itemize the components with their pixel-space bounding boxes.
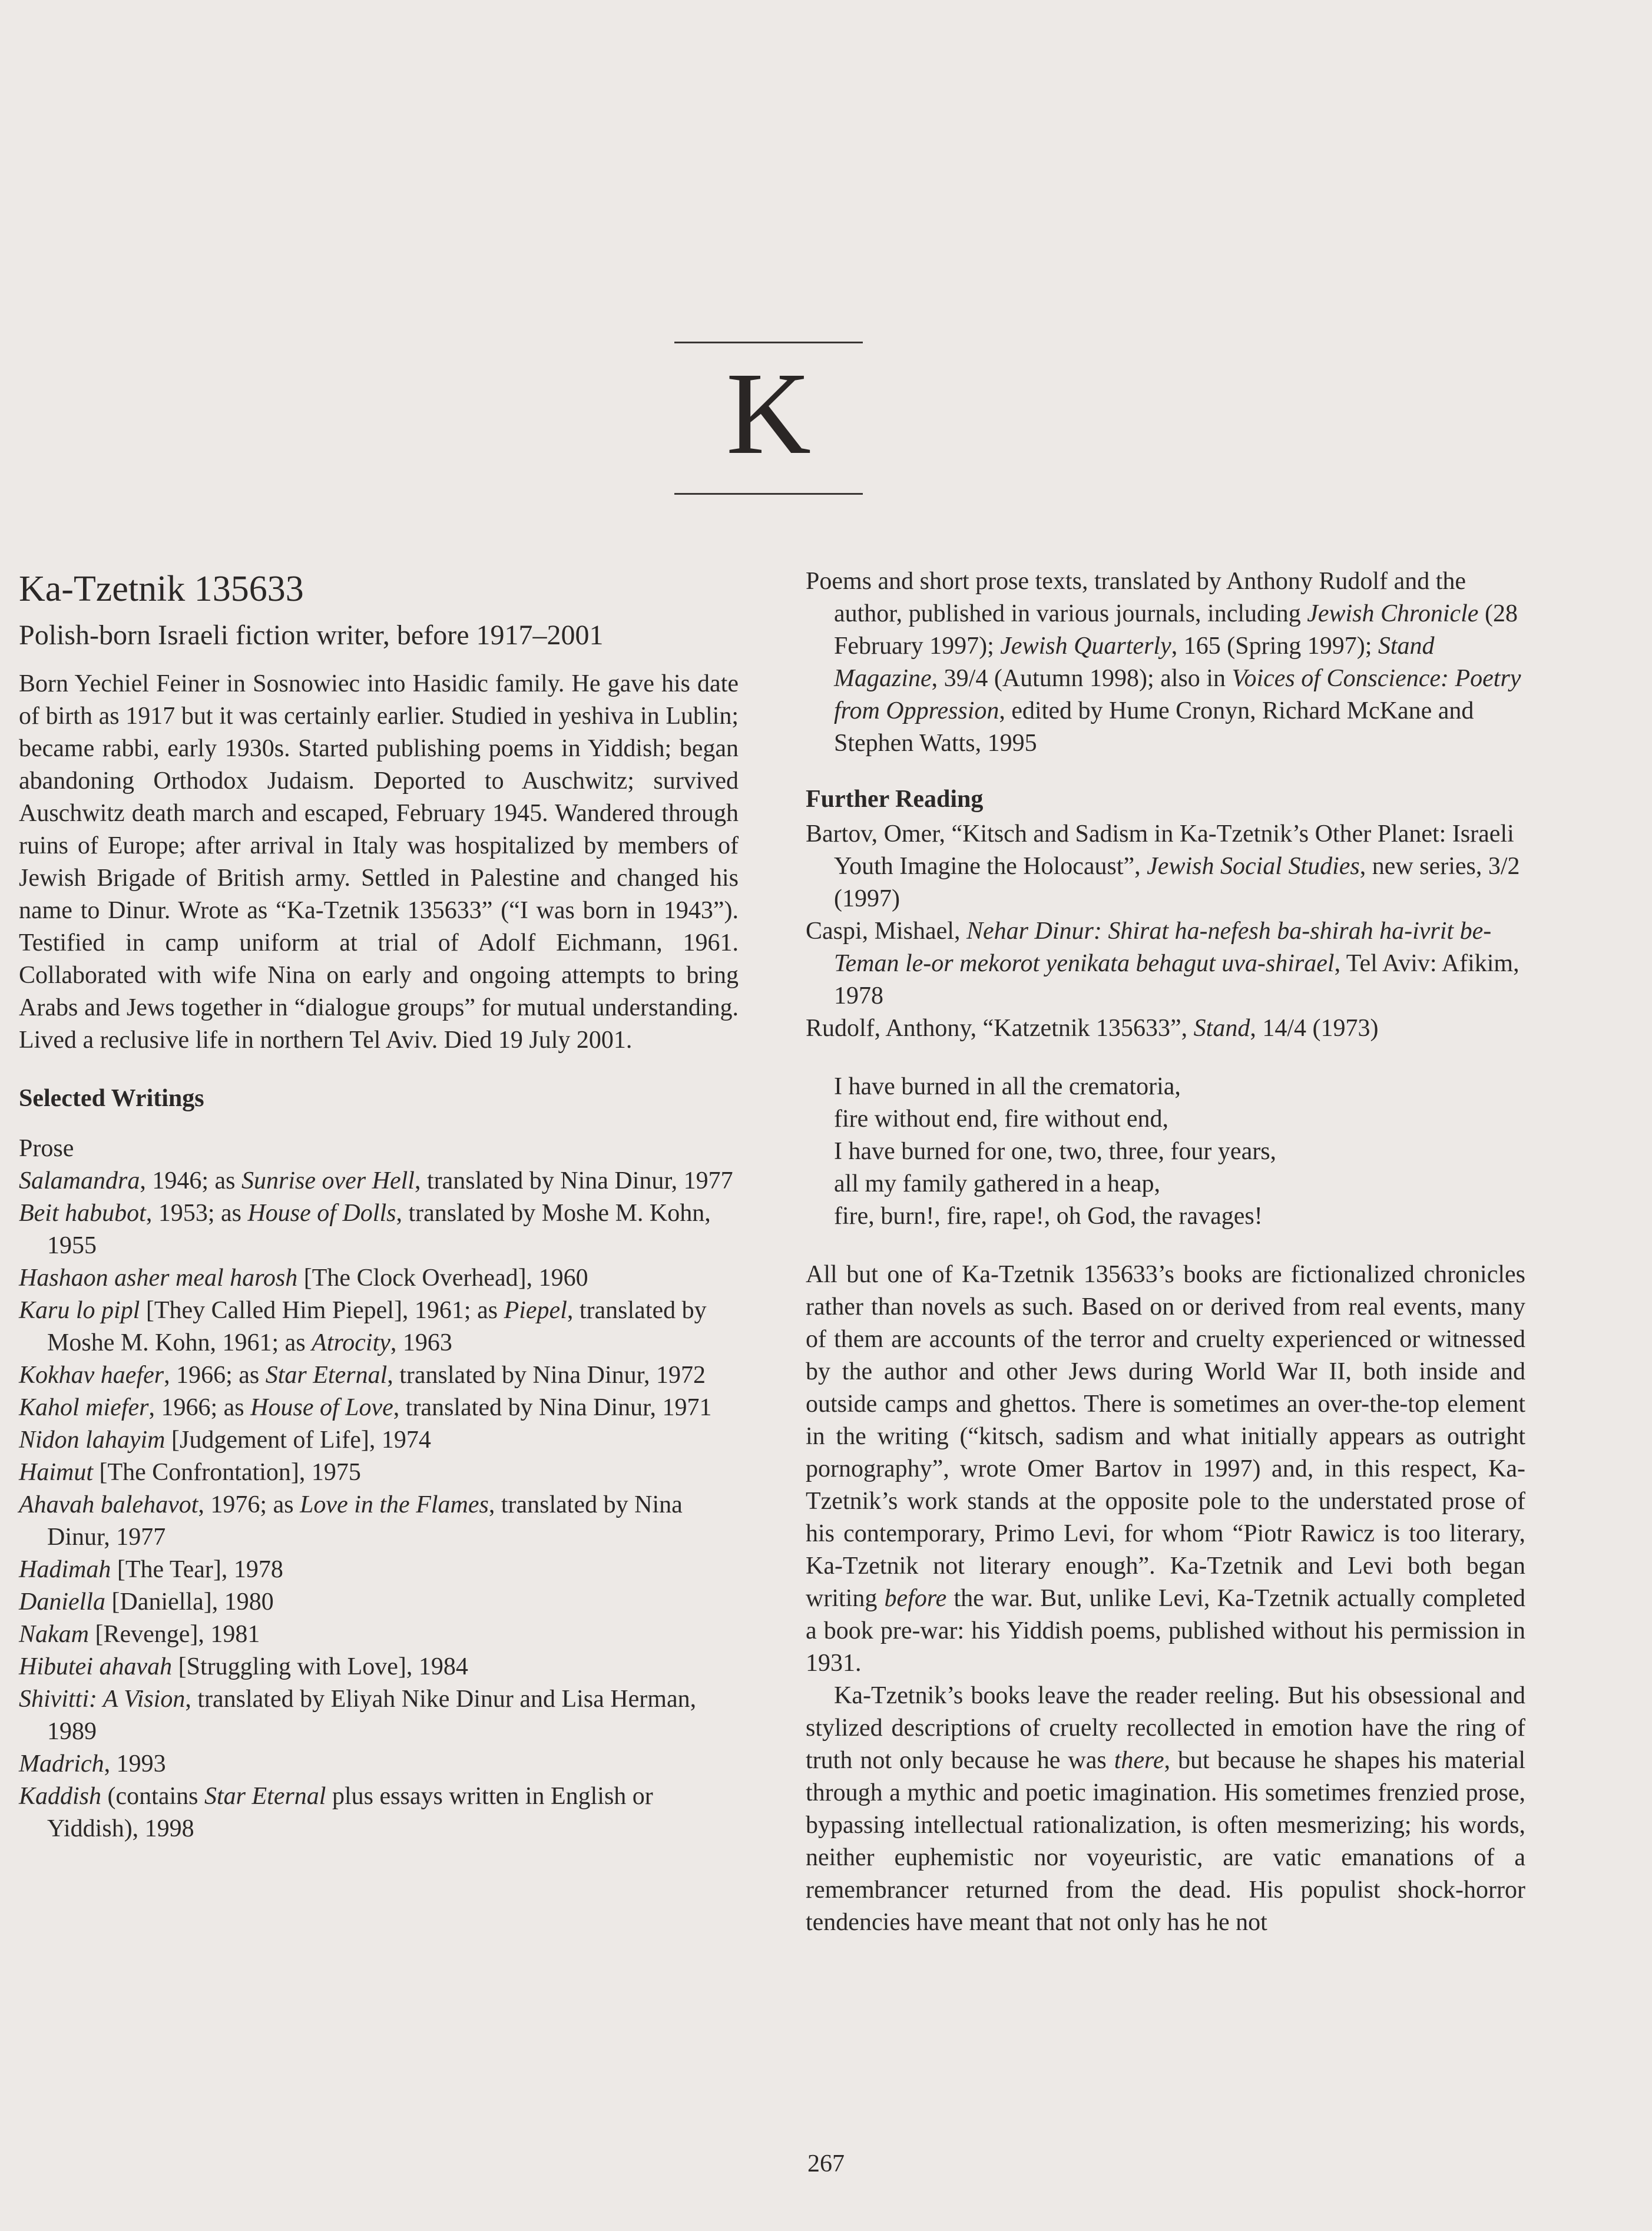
list-item: Hibutei ahavah [Struggling with Love], 1984 (19, 1653, 468, 1680)
essay-paragraph: All but one of Ka-Tzetnik 135633’s books are fictionalized chronicles rather than novels as such. Based on or derived from real events, many of them are accounts of the terror and cruelty experienced or witnessed by the author and other Jews during World War II, both inside and outside camps and ghettos. There is sometimes an over-the-top element in the writing (“kitsch, sadism and what initially appears as outright pornography”, wrote Omer Bartov in 1997) and, in this respect, Ka-Tzetnik’s work stands at the opposite pole to the understated prose of his contemporary, Primo Levi, for whom “Piotr Rawicz is too literary, Ka-Tzetnik not literary enough”. Ka-Tzetnik and Levi both began writing before the war. But, unlike Levi, Ka-Tzetnik actually completed a book pre-war: his Yiddish poems, published without his permission in 1931. (806, 1261, 1526, 1677)
list-item: Kokhav haefer, 1966; as Star Eternal, translated by Nina Dinur, 1972 (19, 1362, 706, 1389)
biography: Born Yechiel Feiner in Sosnowiec into Hasidic family. He gave his date of birth as 1917 but it was certainly earlier. Studied in yeshiva in Lublin; became rabbi, early 1930s. Started publishing poems in Yiddish; began abandoning Orthodox Judaism. Deported to Auschwitz; survived Auschwitz death march and escaped, February 1945. Wandered through ruins of Europe; after arrival in Italy was hospitalized by members of Jewish Brigade of British army. Settled in Palestine and changed his name to Dinur. Wrote as “Ka-Tzetnik 135633” (“I was born in 1943”). Testified in camp uniform at trial of Adolf Eichmann, 1961. Collaborated with wife Nina on early and ongoing attempts to bring Arabs and Jews together in “dialogue groups” for mutual understanding. Lived a reclusive life in northern Tel Aviv. Died 19 July 2001. (19, 670, 739, 1054)
list-item: Beit habubot, 1953; as House of Dolls, translated by Moshe M. Kohn, 1955 (19, 1200, 711, 1259)
list-item: Ahavah balehavot, 1976; as Love in the Flames, translated by Nina Dinur, 1977 (19, 1491, 683, 1551)
poem-line: fire, burn!, fire, rape!, oh God, the ravages! (834, 1203, 1263, 1230)
poems-note: Poems and short prose texts, translated by Anthony Rudolf and the author, published in various journals, including Jewish Chronicle (28 February 1997); Jewish Quarterly, 165 (Spring 1997); Stand Magazine, 39/4 (Autumn 1998); also in Voices of Conscience: Poetry from Oppression, edited by Hume Cronyn, Richard McKane and Stephen Watts, 1995 (806, 568, 1521, 757)
list-item: Salamandra, 1946; as Sunrise over Hell, translated by Nina Dinur, 1977 (19, 1167, 733, 1194)
bottom-rule (674, 493, 863, 495)
list-item: Daniella [Daniella], 1980 (19, 1588, 274, 1616)
poem-line: all my family gathered in a heap, (834, 1170, 1160, 1197)
list-item: Hadimah [The Tear], 1978 (19, 1556, 283, 1583)
right-column (806, 565, 1525, 1939)
prose-label: Prose (19, 1135, 74, 1162)
section-letter: K (726, 349, 812, 479)
list-item: Shivitti: A Vision, translated by Eliyah Nike Dinur and Lisa Herman, 1989 (19, 1686, 697, 1745)
list-item: Kaddish (contains Star Eternal plus essays written in English or Yiddish), 1998 (19, 1783, 653, 1842)
entry-title: Ka-Tzetnik 135633 (19, 569, 304, 609)
writings-list (19, 1165, 739, 1845)
list-item: Madrich, 1993 (19, 1750, 166, 1777)
reading-item: Rudolf, Anthony, “Katzetnik 135633”, Stand, 14/4 (1973) (806, 1015, 1379, 1042)
reading-item: Caspi, Mishael, Nehar Dinur: Shirat ha-nefesh ba-shirah ha-ivrit be-Teman le-or mekorot yenikata behagut uva-shirael, Tel Aviv: Afikim, 1978 (806, 918, 1519, 1009)
poem-line: fire without end, fire without end, (834, 1105, 1169, 1133)
list-item: Karu lo pipl [They Called Him Piepel], 1961; as Piepel, translated by Moshe M. Kohn, 1961; as Atrocity, 1963 (19, 1297, 707, 1356)
further-reading-heading: Further Reading (806, 786, 984, 813)
list-item: Kahol miefer, 1966; as House of Love, translated by Nina Dinur, 1971 (19, 1394, 712, 1421)
top-rule (674, 342, 863, 343)
list-item: Haimut [The Confrontation], 1975 (19, 1459, 361, 1486)
left-column (19, 565, 739, 1845)
poem-epigraph (834, 1071, 1525, 1233)
selected-writings-heading: Selected Writings (19, 1085, 204, 1112)
entry-subtitle: Polish-born Israeli fiction writer, before 1917–2001 (19, 620, 604, 651)
list-item: Hashaon asher meal harosh [The Clock Overhead], 1960 (19, 1265, 588, 1292)
essay-paragraph: Ka-Tzetnik’s books leave the reader reeling. But his obsessional and stylized descriptions of cruelty recollected in emotion have the ring of truth not only because he was there, but because he shapes his material through a mythic and poetic imagination. His sometimes frenzied prose, bypassing intellectual rationalization, is often mesmerizing; his words, neither euphemistic nor voyeuristic, are vatic emanations of a remembrancer returned from the dead. His populist shock-horror tendencies have meant that not only has he not (806, 1682, 1525, 1936)
reading-item: Bartov, Omer, “Kitsch and Sadism in Ka-Tzetnik’s Other Planet: Israeli Youth Imagine the Holocaust”, Jewish Social Studies, new series, 3/2 (1997) (806, 820, 1520, 912)
list-item: Nakam [Revenge], 1981 (19, 1621, 260, 1648)
section-letter-header (674, 342, 863, 495)
list-item: Nidon lahayim [Judgement of Life], 1974 (19, 1426, 431, 1454)
page-number: 267 (807, 2150, 845, 2177)
poem-line: I have burned for one, two, three, four years, (834, 1138, 1277, 1165)
poem-line: I have burned in all the crematoria, (834, 1073, 1181, 1100)
